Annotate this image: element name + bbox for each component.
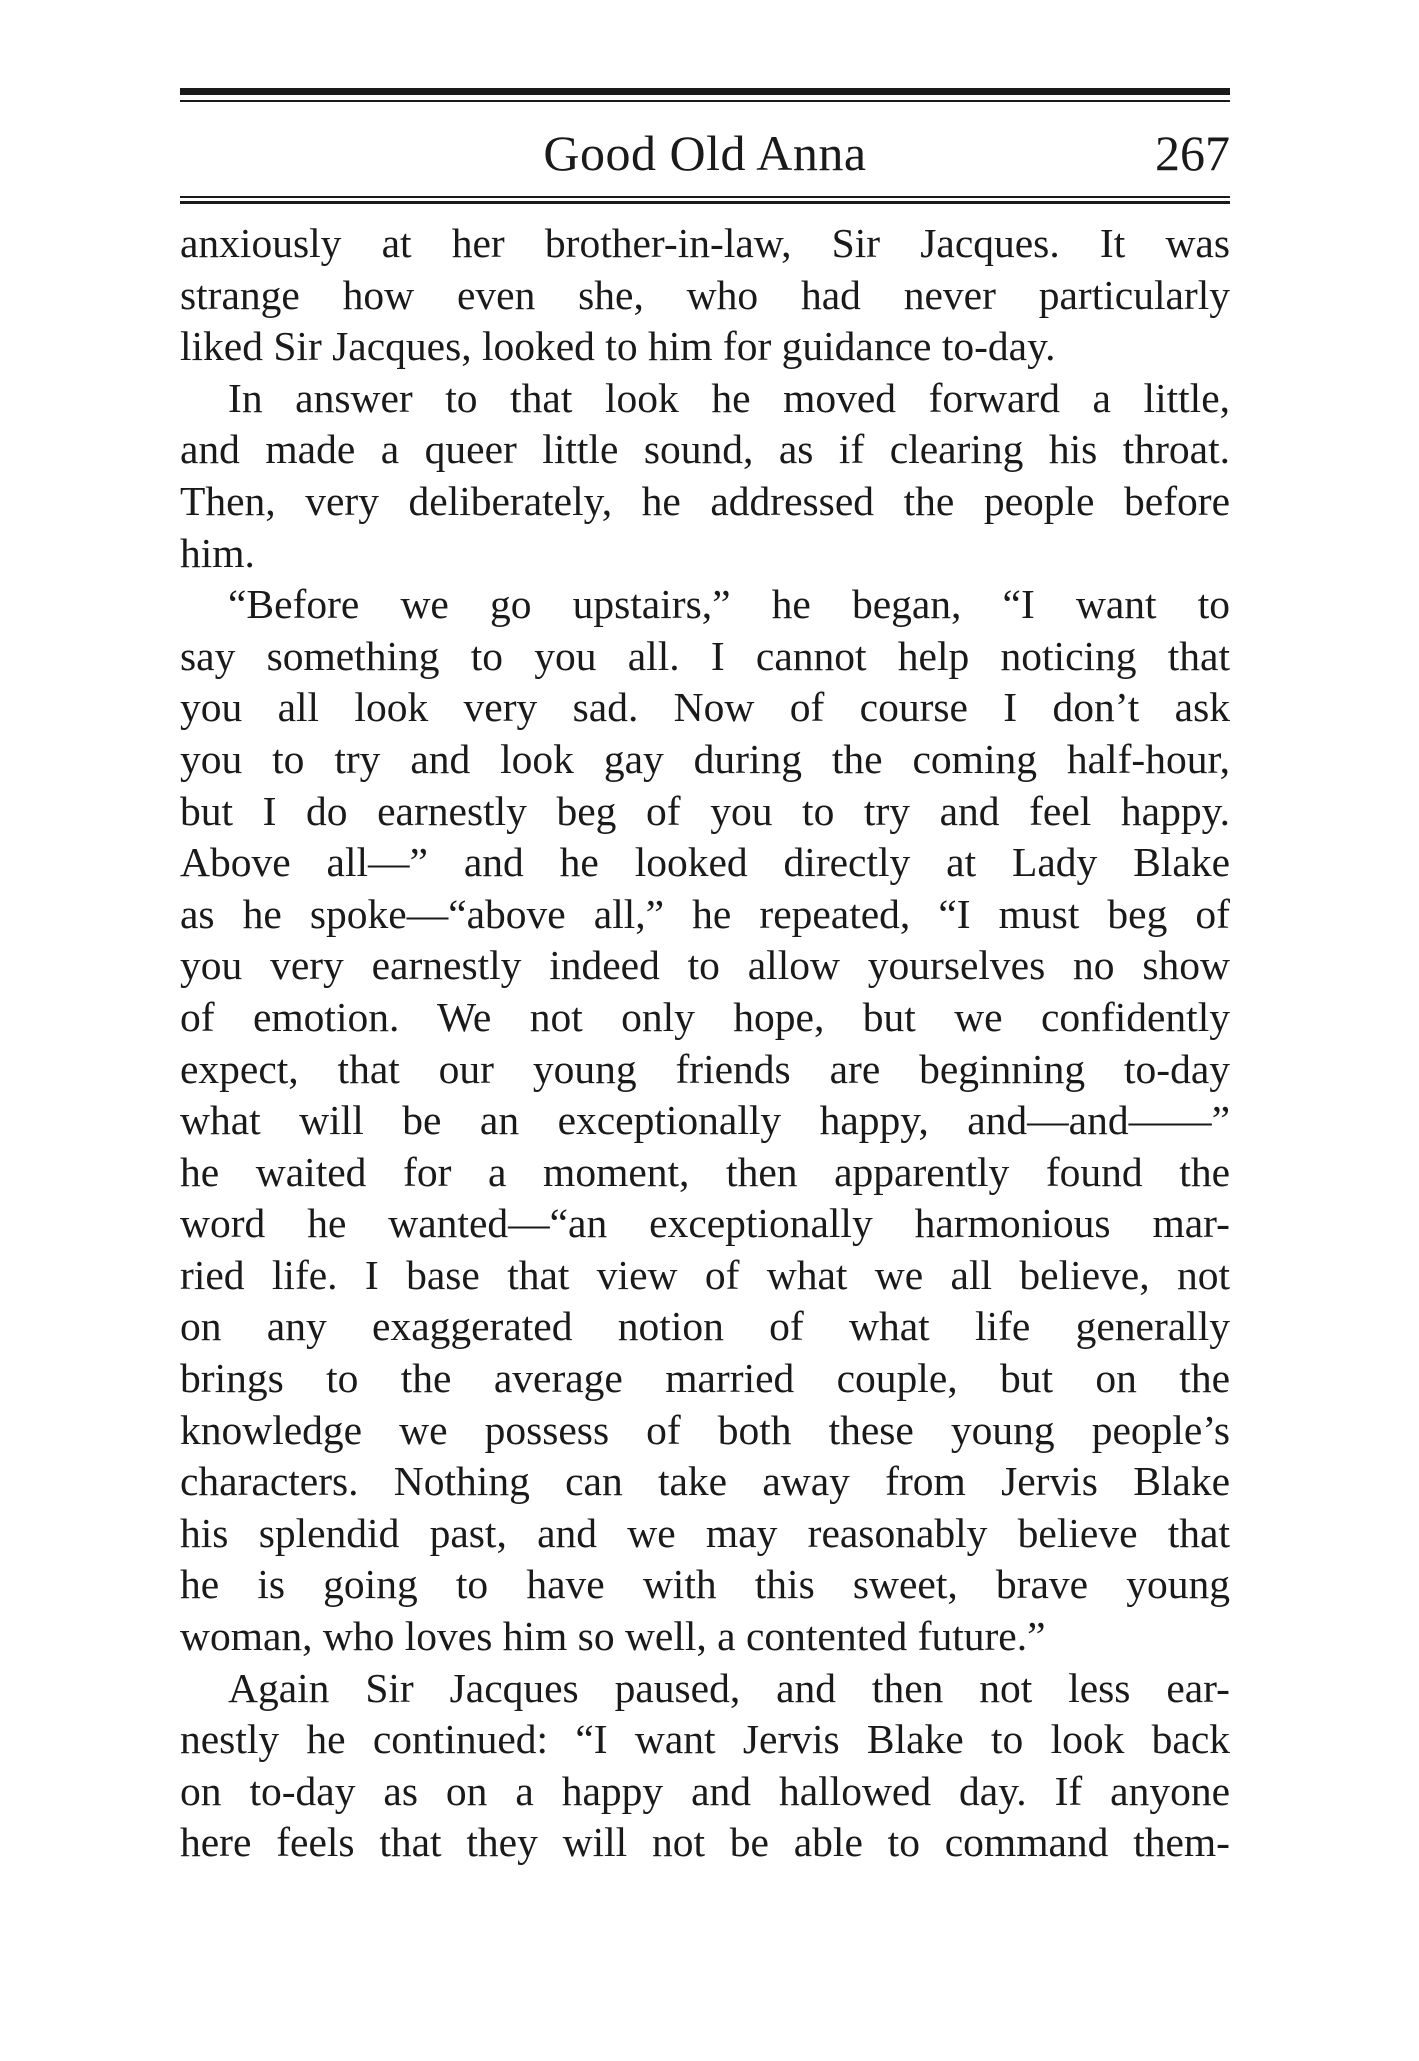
text-line: woman, who loves him so well, a contented future.” <box>180 1613 1046 1660</box>
header-rule-top-thick <box>180 88 1230 95</box>
text-line: ried life. I base that view of what we all believe, not <box>180 1251 1230 1298</box>
text-line: Again Sir Jacques paused, and then not less ear- <box>228 1664 1230 1711</box>
text-line: you to try and look gay during the coming half-hour, <box>180 735 1230 782</box>
header-rule-bottom <box>180 201 1230 204</box>
text-line: you very earnestly indeed to allow yourselves no show <box>180 942 1230 989</box>
text-line: and made a queer little sound, as if clearing his throat. <box>180 426 1230 473</box>
running-title: Good Old Anna <box>543 125 867 181</box>
text-line: anxiously at her brother-in-law, Sir Jacques. It was <box>180 220 1230 266</box>
text-line: brings to the average married couple, but on the <box>180 1355 1230 1402</box>
body-text <box>180 218 1230 1869</box>
text-line: he is going to have with this sweet, brave young <box>180 1561 1230 1608</box>
header-rule-bottom-thin <box>180 196 1230 198</box>
text-line: as he spoke—“above all,” he repeated, “I must beg of <box>180 890 1230 937</box>
text-line: of emotion. We not only hope, but we confidently <box>180 993 1230 1040</box>
text-line: say something to you all. I cannot help noticing that <box>180 632 1230 679</box>
header-rule-top-thin <box>180 100 1230 102</box>
text-line: knowledge we possess of both these young people’s <box>180 1406 1230 1453</box>
text-line: his splendid past, and we may reasonably believe that <box>180 1509 1230 1556</box>
text-line: he waited for a moment, then apparently found the <box>180 1148 1230 1195</box>
text-line: characters. Nothing can take away from Jervis Blake <box>180 1458 1230 1505</box>
text-line: word he wanted—“an exceptionally harmonious mar- <box>180 1200 1230 1247</box>
text-line: on any exaggerated notion of what life generally <box>180 1303 1230 1350</box>
text-line: him. <box>180 529 255 576</box>
text-line: what will be an exceptionally happy, and—and——” <box>180 1097 1230 1144</box>
text-line: you all look very sad. Now of course I don’t ask <box>180 684 1230 731</box>
text-line: here feels that they will not be able to command them- <box>180 1819 1230 1866</box>
text-line: Above all—” and he looked directly at Lady Blake <box>180 839 1230 886</box>
text-line: strange how even she, who had never particularly <box>180 271 1230 318</box>
text-line: on to-day as on a happy and hallowed day. If anyone <box>180 1767 1230 1814</box>
running-header <box>180 118 1230 188</box>
text-line: “Before we go upstairs,” he began, “I want to <box>228 581 1230 628</box>
book-page <box>180 0 1230 2061</box>
page-number: 267 <box>1155 125 1230 181</box>
text-line: nestly he continued: “I want Jervis Blake to look back <box>180 1716 1230 1763</box>
text-line: In answer to that look he moved forward a little, <box>228 374 1230 421</box>
text-line: Then, very deliberately, he addressed the people before <box>180 477 1230 524</box>
text-line: expect, that our young friends are beginning to-day <box>180 1045 1230 1092</box>
text-line: liked Sir Jacques, looked to him for guidance to-day. <box>180 323 1056 370</box>
text-line: but I do earnestly beg of you to try and feel happy. <box>180 787 1230 834</box>
